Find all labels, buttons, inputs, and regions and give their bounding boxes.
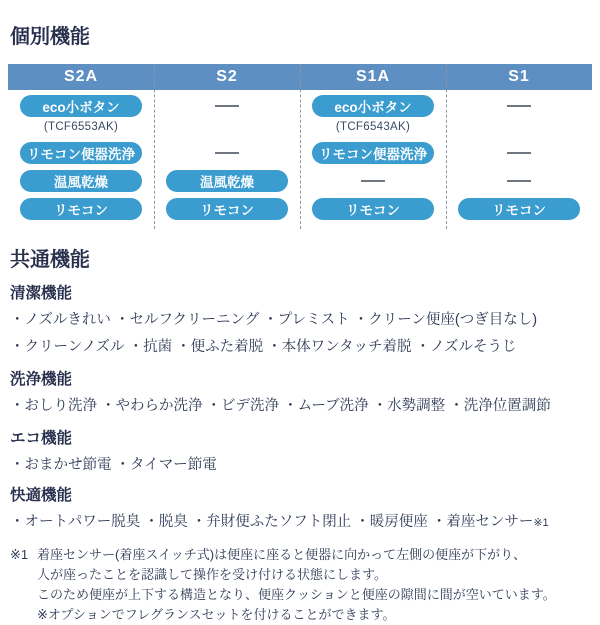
feature-line <box>10 509 592 537</box>
table-column-s2a <box>8 90 154 223</box>
feature-line: ・クリーンノズル ・抗菌 ・便ふた着脱 ・本体ワンタッチ着脱 ・ノズルそうじ <box>10 339 517 355</box>
table-cell <box>300 90 446 139</box>
table-cell <box>446 167 592 195</box>
table-column-s1 <box>446 90 592 223</box>
table-column-s2 <box>154 90 300 223</box>
table-column-s1a <box>300 90 446 223</box>
not-available-dash <box>215 105 239 107</box>
feature-pill-label: リモコン <box>54 203 108 218</box>
feature-pill-label: リモコン <box>492 203 546 218</box>
feature-pill-label: 温風乾燥 <box>200 175 254 190</box>
model-number: (TCF6553AK) <box>43 121 119 133</box>
section-heading-clean: 清潔機能 <box>10 285 73 302</box>
feature-pill-label: リモコン便器洗浄 <box>27 147 135 162</box>
table-cell <box>154 90 300 139</box>
feature-pill <box>166 198 288 220</box>
footnote-marker: ※1 <box>10 547 29 562</box>
table-cell <box>154 167 300 195</box>
not-available-dash <box>507 105 531 107</box>
feature-pill <box>312 142 434 164</box>
section-heading-comfort: 快適機能 <box>10 487 73 504</box>
section-heading-eco: エコ機能 <box>10 430 73 447</box>
feature-pill <box>20 142 142 164</box>
section-washing <box>8 370 592 420</box>
table-cell <box>8 90 154 139</box>
not-available-dash <box>507 152 531 154</box>
individual-functions-title: 個別機能 <box>10 26 90 48</box>
footnote-line: このため便座が上下する構造となり、便座クッションと便座の隙間に間が空いています。 <box>37 587 556 602</box>
table-cell <box>300 139 446 167</box>
feature-pill <box>20 170 142 192</box>
feature-pill-label: リモコン <box>200 203 254 218</box>
table-cell <box>446 195 592 223</box>
footnote-block <box>10 545 592 625</box>
feature-pill <box>166 170 288 192</box>
table-cell <box>8 167 154 195</box>
column-divider <box>300 64 301 229</box>
feature-pill-label: eco小ボタン <box>42 100 120 115</box>
feature-pill <box>20 95 142 117</box>
table-cell <box>8 139 154 167</box>
section-clean <box>8 284 592 361</box>
feature-pill-label: eco小ボタン <box>334 100 412 115</box>
not-available-dash <box>361 180 385 182</box>
table-cell <box>154 139 300 167</box>
section-eco <box>8 429 592 479</box>
feature-pill-label: リモコン <box>346 203 400 218</box>
table-cell <box>446 90 592 139</box>
feature-pill-label: 温風乾燥 <box>54 175 108 190</box>
table-cell <box>154 195 300 223</box>
table-cell <box>8 195 154 223</box>
footnote-reference: ※1 <box>533 517 549 529</box>
section-comfort <box>8 486 592 537</box>
column-header-s2a: S2A <box>63 68 99 85</box>
feature-pill <box>20 198 142 220</box>
feature-line: ・ノズルきれい ・セルフクリーニング ・プレミスト ・クリーン便座(つぎ目なし) <box>10 312 538 328</box>
feature-pill <box>312 198 434 220</box>
feature-line-text: ・オートパワー脱臭 ・脱臭 ・弁財便ふたソフト閉止 ・暖房便座 ・着座センサー <box>10 514 534 530</box>
feature-pill <box>458 198 580 220</box>
not-available-dash <box>507 180 531 182</box>
table-cell <box>446 139 592 167</box>
footnote-line: 人が座ったことを認識して操作を受け付ける状態にします。 <box>37 567 387 582</box>
feature-line: ・おまかせ節電 ・タイマー節電 <box>10 457 217 473</box>
model-number: (TCF6543AK) <box>335 121 411 133</box>
feature-line: ・おしり洗浄 ・やわらか洗浄 ・ビデ洗浄 ・ムーブ洗浄 ・水勢調整 ・洗浄位置調節 <box>10 398 551 414</box>
footnote-line: ※オプションでフレグランスセットを付けることができます。 <box>37 607 396 622</box>
feature-pill <box>312 95 434 117</box>
column-divider <box>154 64 155 229</box>
column-header-s1a: S1A <box>355 68 391 85</box>
model-comparison-table <box>8 64 592 229</box>
table-cell <box>300 195 446 223</box>
not-available-dash <box>215 152 239 154</box>
column-header-s1: S1 <box>508 68 530 85</box>
column-header-s2: S2 <box>216 68 238 85</box>
footnote-line: 着座センサー(着座スイッチ式)は便座に座ると便器に向かって左側の便座が下がり、 <box>37 547 527 562</box>
feature-pill-label: リモコン便器洗浄 <box>319 147 427 162</box>
table-cell <box>300 167 446 195</box>
column-divider <box>446 64 447 229</box>
common-functions-title: 共通機能 <box>10 249 90 271</box>
section-heading-washing: 洗浄機能 <box>10 371 73 388</box>
